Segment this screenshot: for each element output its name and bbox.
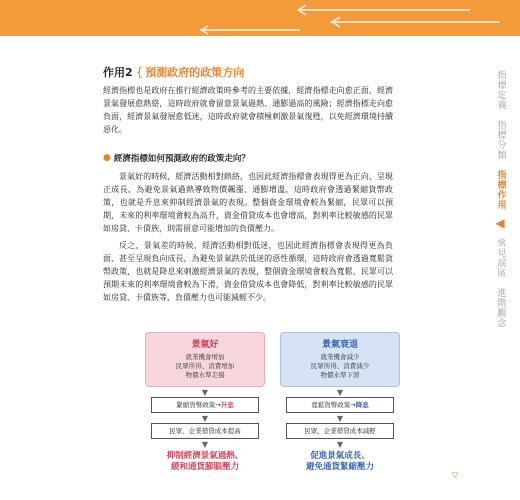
side-tab-function[interactable]: 指標作用: [495, 170, 506, 210]
recession-heading: 景氣衰退: [321, 340, 358, 350]
boom-column: [145, 332, 265, 473]
recession-card: [280, 332, 400, 387]
recession-policy-prefix: 寬鬆貨幣政策→: [311, 401, 356, 409]
banner-arrows-icon: [0, 0, 520, 36]
boom-result-line-2: 緩和通貨膨脹壓力: [170, 462, 239, 472]
boom-policy-box: [151, 397, 259, 413]
policy-diagram: [145, 332, 410, 490]
recession-result: [280, 451, 400, 473]
boom-policy-action: 升息: [220, 401, 234, 409]
boom-card: [145, 332, 265, 387]
recession-policy-action: 降息: [355, 401, 369, 409]
boom-paragraph: 景氣好的時候，經濟活動相對熱絡，也因此經濟指標會表現得更為正向、呈現正成長，為避免景氣過熱導致物價飆漲、通膨增溫，這時政府會透過緊縮貨幣政策，也就是升息來抑制經濟景氣的表現。整個資金環境會較為緊縮，民眾可以預期，未來的利率環境會較為高升，資金借貸成本也會增高，對利率比較敏感的民眾如房貸、卡債族，則需留意可能增加的負債壓力。: [103, 172, 393, 233]
page-corner-triangle-icon: ▽: [452, 470, 459, 479]
down-arrow-icon: ▼: [201, 387, 209, 397]
boom-line-2: 民眾所得、消費增加: [175, 362, 235, 370]
side-tab-advanced[interactable]: 進階觀念: [495, 288, 506, 328]
heading-brace-icon: {: [135, 65, 144, 79]
recession-policy-box: [286, 397, 394, 413]
recession-line-1: 就業機會減少: [320, 353, 360, 361]
recession-column: [280, 332, 400, 473]
side-tab-classification[interactable]: 指標分類: [495, 120, 506, 160]
side-tab-misconceptions[interactable]: 常見誤區: [495, 238, 506, 278]
down-arrow-icon: ▼: [201, 439, 209, 449]
main-content: [103, 64, 393, 304]
recession-result-line-1: 促進景氣成長、: [310, 451, 370, 461]
boom-effect-box: 民眾、企業借貸成本提高: [151, 423, 259, 439]
down-arrow-icon: ▼: [336, 387, 344, 397]
bullet-dot-icon: ●: [103, 153, 111, 163]
boom-line-3: 物價水準走揚: [185, 371, 225, 379]
boom-result-line-1: 抑制經濟景氣過熱、: [166, 451, 244, 461]
boom-policy-prefix: 緊縮貨幣政策→: [176, 401, 221, 409]
boom-heading: 景氣好: [191, 340, 219, 350]
side-tabs: [486, 70, 514, 338]
question-text: 經濟指標如何預測政府的政策走向？: [113, 154, 250, 164]
top-banner: [0, 0, 520, 36]
recession-paragraph: 反之，景氣差的時候，經濟活動相對低迷，也因此經濟指標會表現得更為負面、甚至呈現負向成長，為避免景氣跌於低迷的惡性循環，這時政府會透過寬鬆貨幣政策，也就是降息來刺激經濟景氣的表現，整個資金環境會較為寬鬆，民眾可以預期未來的利率環境會較為下滑，資金借貸成本也會降低，對利率比較敏感的民眾如房貸、卡債族等，負債壓力也可能減輕不少。: [103, 241, 393, 302]
down-arrow-icon: ▼: [336, 439, 344, 449]
recession-result-line-2: 避免通貨緊縮壓力: [305, 462, 374, 472]
section-title: 預測政府的政策方向: [145, 66, 245, 79]
section-heading: [103, 64, 393, 80]
boom-result: [145, 451, 265, 473]
section-lead: 作用2: [103, 66, 133, 79]
side-tab-definition[interactable]: 指標定義: [495, 70, 506, 110]
intro-paragraph: 經濟指標也是政府在推行經濟政策時參考的主要依據，經濟指標走向愈正面，經濟景氣發展愈熱絡，這時政府就會留意景氣過熱、通膨過高的風險；經濟指標走向愈負面，經濟景氣發展愈低迷，這時政府就會積極刺激景氣復甦，以免經濟環境持續惡化。: [103, 86, 393, 134]
down-arrow-icon: ▼: [201, 413, 209, 423]
question-heading: [103, 152, 393, 164]
boom-line-1: 就業機會增加: [185, 353, 225, 361]
side-tab-arrow-icon: ◀: [495, 216, 505, 230]
down-arrow-icon: ▼: [336, 413, 344, 423]
recession-effect-box: 民眾、企業借貸成本減輕: [286, 423, 394, 439]
recession-line-3: 物價水準下滑: [320, 371, 360, 379]
recession-line-2: 民眾所得、消費減少: [310, 362, 370, 370]
